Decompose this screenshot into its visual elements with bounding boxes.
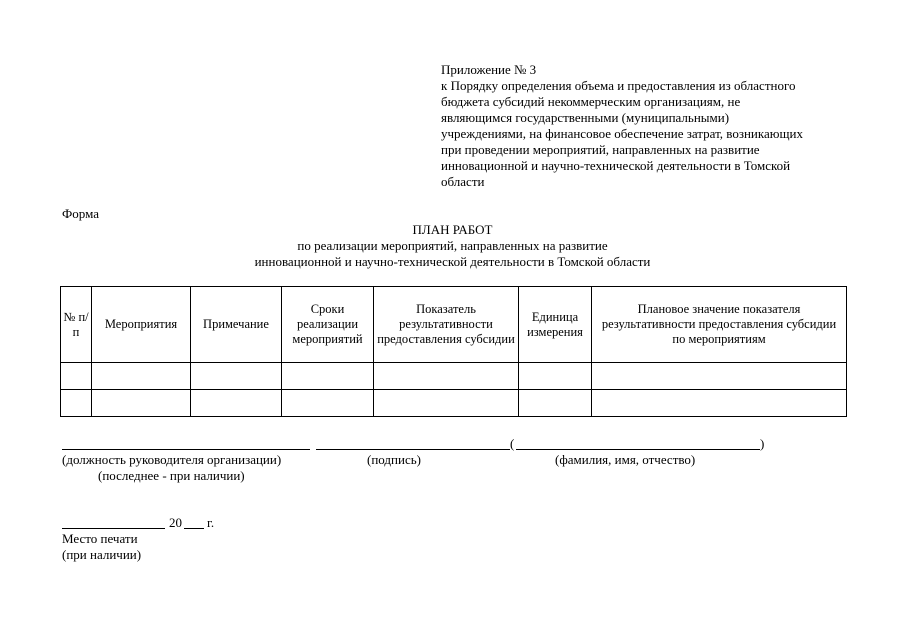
- signature-label: (подпись): [367, 452, 421, 467]
- table-header-row: [61, 287, 847, 363]
- title-line: по реализации мероприятий, направленных на развитие: [297, 238, 608, 253]
- name-open-paren: (: [510, 436, 515, 451]
- table-cell[interactable]: [592, 390, 847, 417]
- position-note: (последнее - при наличии): [98, 468, 245, 483]
- date-field-line[interactable]: [62, 528, 165, 529]
- signature-field-line[interactable]: [316, 449, 510, 450]
- form-label: Форма: [62, 206, 99, 221]
- table-cell[interactable]: [191, 390, 282, 417]
- name-field-line[interactable]: [516, 449, 760, 450]
- stamp-note: (при наличии): [62, 547, 142, 562]
- table-cell[interactable]: [519, 363, 592, 390]
- table-cell[interactable]: [92, 363, 191, 390]
- table-cell[interactable]: [374, 363, 519, 390]
- title-main: ПЛАН РАБОТ: [412, 222, 493, 237]
- table-row: [61, 390, 847, 417]
- col-header-indicator: Показатель результативности предоставления субсидии: [374, 287, 519, 363]
- col-header-unit: Единица измерения: [519, 287, 592, 363]
- table-cell[interactable]: [282, 390, 374, 417]
- table-cell[interactable]: [592, 363, 847, 390]
- table-cell[interactable]: [374, 390, 519, 417]
- appendix-line: бюджета субсидий некоммерческим организациям, не: [441, 94, 741, 109]
- col-header-activities: Мероприятия: [92, 287, 191, 363]
- table-cell[interactable]: [92, 390, 191, 417]
- table-cell[interactable]: [282, 363, 374, 390]
- name-label: (фамилия, имя, отчество): [555, 452, 696, 467]
- year-prefix: 20: [169, 515, 182, 530]
- appendix-line: учреждениями, на финансовое обеспечение затрат, возникающих: [441, 126, 803, 141]
- position-field-line[interactable]: [62, 449, 310, 450]
- appendix-header: [441, 62, 861, 190]
- document-title: [60, 222, 845, 270]
- stamp-label: Место печати: [62, 531, 138, 546]
- plan-table: [60, 286, 847, 417]
- name-close-paren: ): [760, 436, 765, 451]
- table-cell[interactable]: [191, 363, 282, 390]
- col-header-number: № п/п: [61, 287, 92, 363]
- table-row: [61, 363, 847, 390]
- year-field-line[interactable]: [184, 528, 204, 529]
- position-label: (должность руководителя организации): [62, 452, 282, 467]
- col-header-planned-value: Плановое значение показателя результативности предоставления субсидии по мероприятиям: [592, 287, 847, 363]
- table-cell[interactable]: [61, 363, 92, 390]
- table-cell[interactable]: [519, 390, 592, 417]
- title-line: инновационной и научно-технической деятельности в Томской области: [254, 254, 651, 269]
- appendix-line: Приложение № 3: [441, 62, 537, 77]
- appendix-line: инновационной и научно-технической деятельности в Томской: [441, 158, 791, 173]
- col-header-deadlines: Сроки реализации мероприятий: [282, 287, 374, 363]
- col-header-note: Примечание: [191, 287, 282, 363]
- appendix-line: являющимся государственными (муниципальными): [441, 110, 730, 125]
- table-cell[interactable]: [61, 390, 92, 417]
- appendix-line: области: [441, 174, 485, 189]
- appendix-line: при проведении мероприятий, направленных на развитие: [441, 142, 760, 157]
- year-suffix: г.: [207, 515, 215, 530]
- appendix-line: к Порядку определения объема и предоставления из областного: [441, 78, 796, 93]
